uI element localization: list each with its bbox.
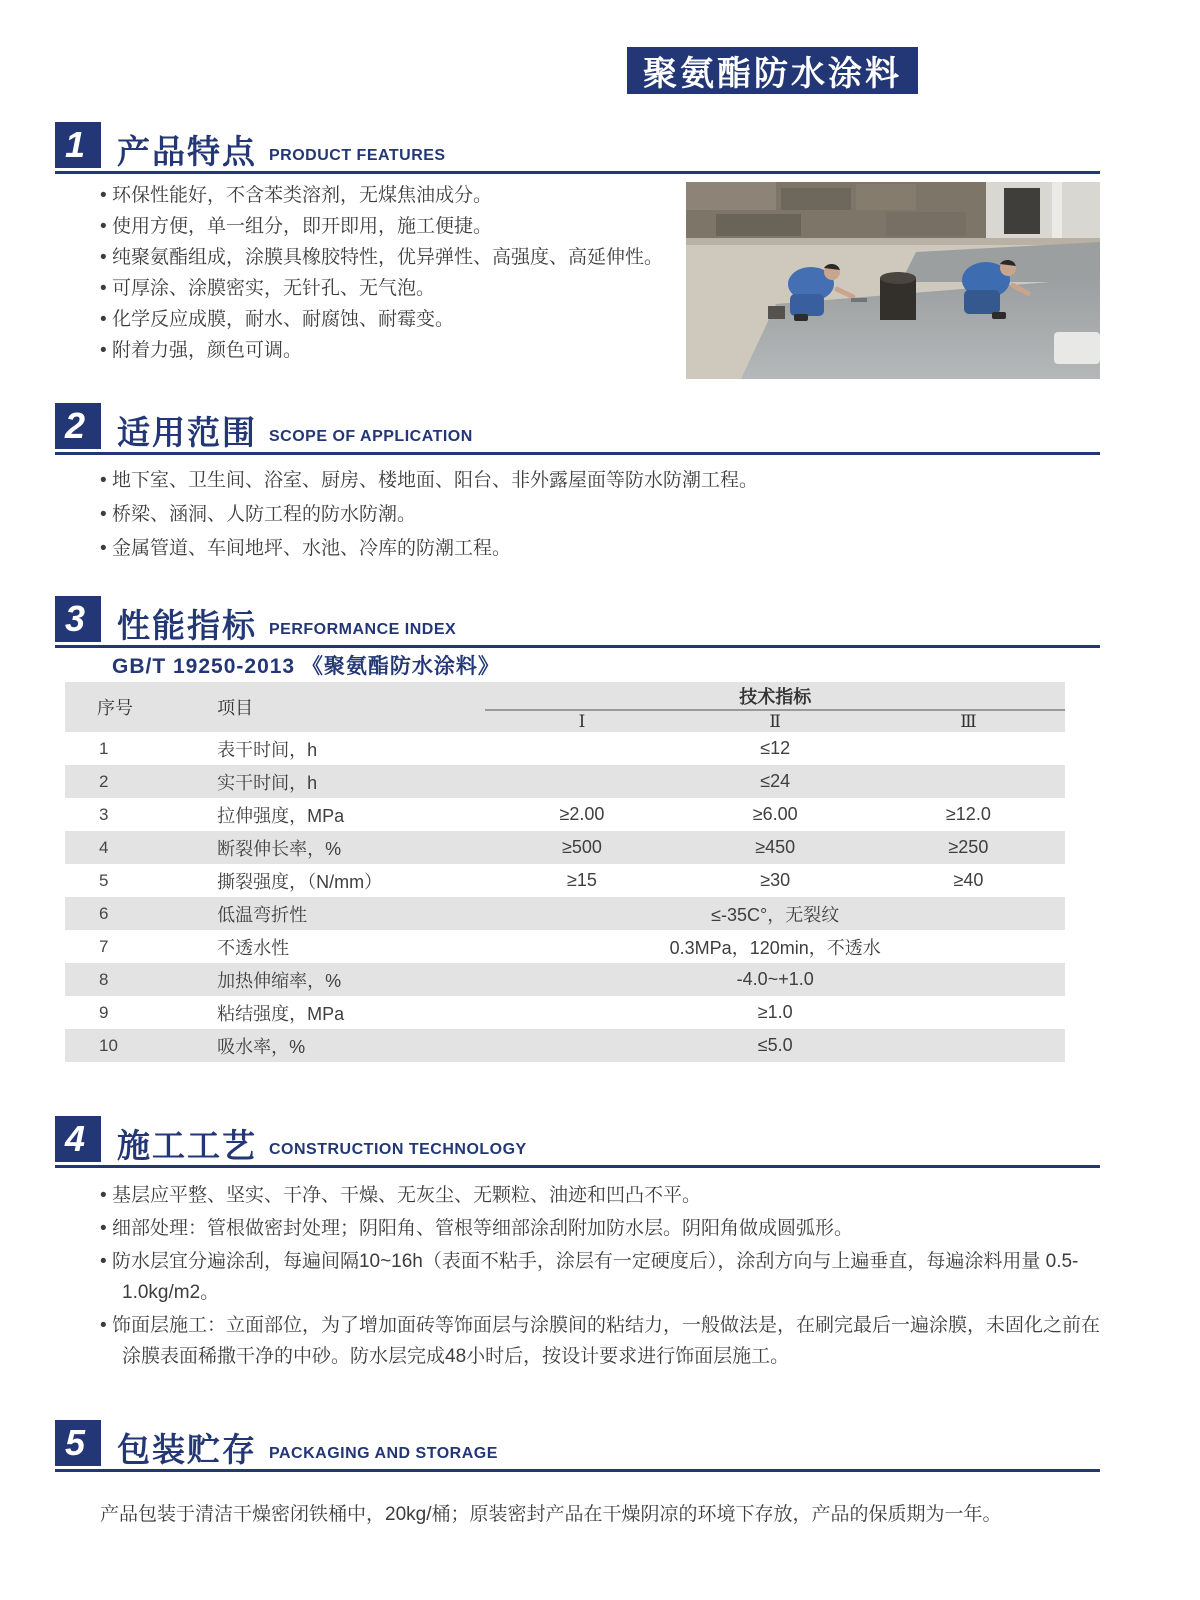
- row-no: 9: [99, 1002, 109, 1022]
- row-item: 不透水性: [217, 937, 290, 958]
- feature-item: • 附着力强，颜色可调。: [100, 340, 685, 361]
- row-item: 断裂伸长率，%: [185, 831, 485, 864]
- table-row: [65, 1029, 1065, 1062]
- row-value-1: ≥2.00: [559, 804, 605, 824]
- section-5-title: 包装贮存: [117, 1431, 257, 1468]
- row-no: 5: [99, 870, 109, 890]
- feature-item: • 使用方便，单一组分，即开即用，施工便捷。: [100, 216, 685, 237]
- section-4-subtitle: CONSTRUCTION TECHNOLOGY: [269, 1141, 527, 1158]
- row-value-1: ≥15: [567, 870, 597, 890]
- table-row: [65, 897, 1065, 930]
- product-photo: [686, 182, 1100, 379]
- table-row: [65, 732, 1065, 765]
- section-3-header: [55, 596, 1100, 648]
- construction-photo-illustration: [686, 182, 1100, 379]
- section-4-number-badge: 4: [55, 1116, 101, 1162]
- table-header-row: [65, 682, 1065, 710]
- row-value-3: ≥250: [872, 831, 1065, 864]
- section-2-title: 适用范围: [117, 414, 257, 451]
- section-2-header: [55, 403, 1100, 455]
- column-header-grade-1: Ⅰ: [485, 710, 678, 732]
- row-item: 表干时间，h: [217, 739, 318, 760]
- row-no: 6: [65, 897, 185, 930]
- row-item: 粘结强度，MPa: [217, 1003, 345, 1024]
- row-value-2: ≥450: [679, 831, 872, 864]
- section-1-title: 产品特点: [117, 133, 257, 170]
- column-header-grade-2: Ⅱ: [679, 710, 872, 732]
- construction-steps-list: [100, 1180, 1115, 1374]
- column-header-tech-index: 技术指标: [485, 682, 1065, 710]
- feature-item: • 化学反应成膜，耐水、耐腐蚀、耐霉变。: [100, 309, 685, 330]
- column-header-no: 序号: [65, 682, 185, 732]
- section-3-title: 性能指标: [117, 607, 257, 644]
- paint-drum: [880, 272, 916, 320]
- row-value: 0.3MPa，120min，不透水: [669, 937, 881, 958]
- row-no: 3: [99, 804, 109, 824]
- section-3-number-badge: 3: [55, 596, 101, 642]
- section-5-header: [55, 1420, 1100, 1472]
- table-row: [65, 831, 1065, 864]
- row-value-2: ≥30: [760, 870, 791, 890]
- scope-item: • 金属管道、车间地坪、水池、冷库的防潮工程。: [100, 538, 1020, 559]
- row-no: 10: [65, 1029, 185, 1062]
- section-1-number-badge: 1: [55, 122, 101, 168]
- feature-item: • 可厚涂、涂膜密实，无针孔、无气泡。: [100, 278, 685, 299]
- row-value-2: ≥6.00: [752, 804, 798, 824]
- row-value: ≤5.0: [485, 1029, 1065, 1062]
- small-bucket: [768, 306, 785, 319]
- table-row: [65, 765, 1065, 798]
- row-item: 吸水率，%: [185, 1029, 485, 1062]
- row-value: ≤12: [760, 738, 791, 758]
- row-value-1: ≥500: [485, 831, 678, 864]
- column-header-item: 项目: [185, 682, 485, 732]
- section-4-title: 施工工艺: [117, 1127, 257, 1164]
- construction-step: • 饰面层施工：立面部位，为了增加面砖等饰面层与涂膜间的粘结力，一般做法是，在刷完最后一遍涂膜，未固化之前在涂膜表面稀撒干净的中砂。防水层完成48小时后，按设计要求进行饰面层施工。: [100, 1310, 1115, 1372]
- section-5-number-badge: 5: [55, 1420, 101, 1466]
- row-item: 实干时间，h: [185, 765, 485, 798]
- scope-item: • 桥梁、涵洞、人防工程的防水防潮。: [100, 504, 1020, 525]
- section-2-subtitle: SCOPE OF APPLICATION: [269, 428, 473, 445]
- row-no: 4: [65, 831, 185, 864]
- white-sack: [1054, 332, 1100, 364]
- feature-item: • 纯聚氨酯组成，涂膜具橡胶特性，优异弹性、高强度、高延伸性。: [100, 247, 685, 268]
- standard-reference: GB/T 19250-2013 《聚氨酯防水涂料》: [112, 655, 500, 678]
- row-value-3: ≥40: [953, 870, 984, 890]
- packaging-storage-text: 产品包装于清洁干燥密闭铁桶中，20kg/桶；原装密封产品在干燥阴凉的环境下存放，产品的保质期为一年。: [100, 1504, 1002, 1525]
- section-4-header: [55, 1116, 1100, 1168]
- row-no: 1: [99, 738, 109, 758]
- product-title: 聚氨酯防水涂料: [627, 47, 918, 94]
- row-no: 8: [65, 963, 185, 996]
- construction-step: • 防水层宜分遍涂刮，每遍间隔10~16h（表面不粘手，涂层有一定硬度后），涂刮方向与上遍垂直，每遍涂料用量 0.5-1.0kg/m2。: [100, 1246, 1115, 1308]
- row-no: 7: [99, 936, 109, 956]
- row-item: 拉伸强度，MPa: [217, 805, 345, 826]
- row-value-3: ≥12.0: [945, 804, 991, 824]
- step-edge: [686, 238, 1100, 245]
- section-3-subtitle: PERFORMANCE INDEX: [269, 621, 457, 638]
- construction-step: • 基层应平整、坚实、干净、干燥、无灰尘、无颗粒、油迹和凹凸不平。: [100, 1180, 1115, 1211]
- section-5-subtitle: PACKAGING AND STORAGE: [269, 1445, 498, 1462]
- row-value: ≤24: [485, 765, 1065, 798]
- construction-step: • 细部处理：管根做密封处理；阴阳角、管根等细部涂刮附加防水层。阴阳角做成圆弧形。: [100, 1213, 1115, 1244]
- feature-item: • 环保性能好，不含苯类溶剂，无煤焦油成分。: [100, 185, 685, 206]
- doorway: [1004, 188, 1040, 234]
- table-row: [65, 930, 1065, 963]
- table-row: [65, 798, 1065, 831]
- row-no: 2: [65, 765, 185, 798]
- row-value: ≤-35C°，无裂纹: [485, 897, 1065, 930]
- section-1-header: [55, 122, 1100, 174]
- row-item: 低温弯折性: [185, 897, 485, 930]
- light-wall: [986, 182, 1100, 240]
- table-row: [65, 996, 1065, 1029]
- row-item: 加热伸缩率，%: [185, 963, 485, 996]
- product-features-list: [100, 185, 685, 371]
- performance-index-table: [65, 682, 1065, 1062]
- scope-item: • 地下室、卫生间、浴室、厨房、楼地面、阳台、非外露屋面等防水防潮工程。: [100, 470, 1020, 491]
- table-row: [65, 963, 1065, 996]
- row-item: 撕裂强度，（N/mm）: [217, 871, 383, 892]
- row-value: ≥1.0: [757, 1002, 793, 1022]
- scope-list: [100, 470, 1020, 569]
- section-2-number-badge: 2: [55, 403, 101, 449]
- table-row: [65, 864, 1065, 897]
- section-1-subtitle: PRODUCT FEATURES: [269, 147, 446, 164]
- white-pillar: [1052, 182, 1062, 240]
- row-value: -4.0~+1.0: [485, 963, 1065, 996]
- column-header-grade-3: Ⅲ: [872, 710, 1065, 732]
